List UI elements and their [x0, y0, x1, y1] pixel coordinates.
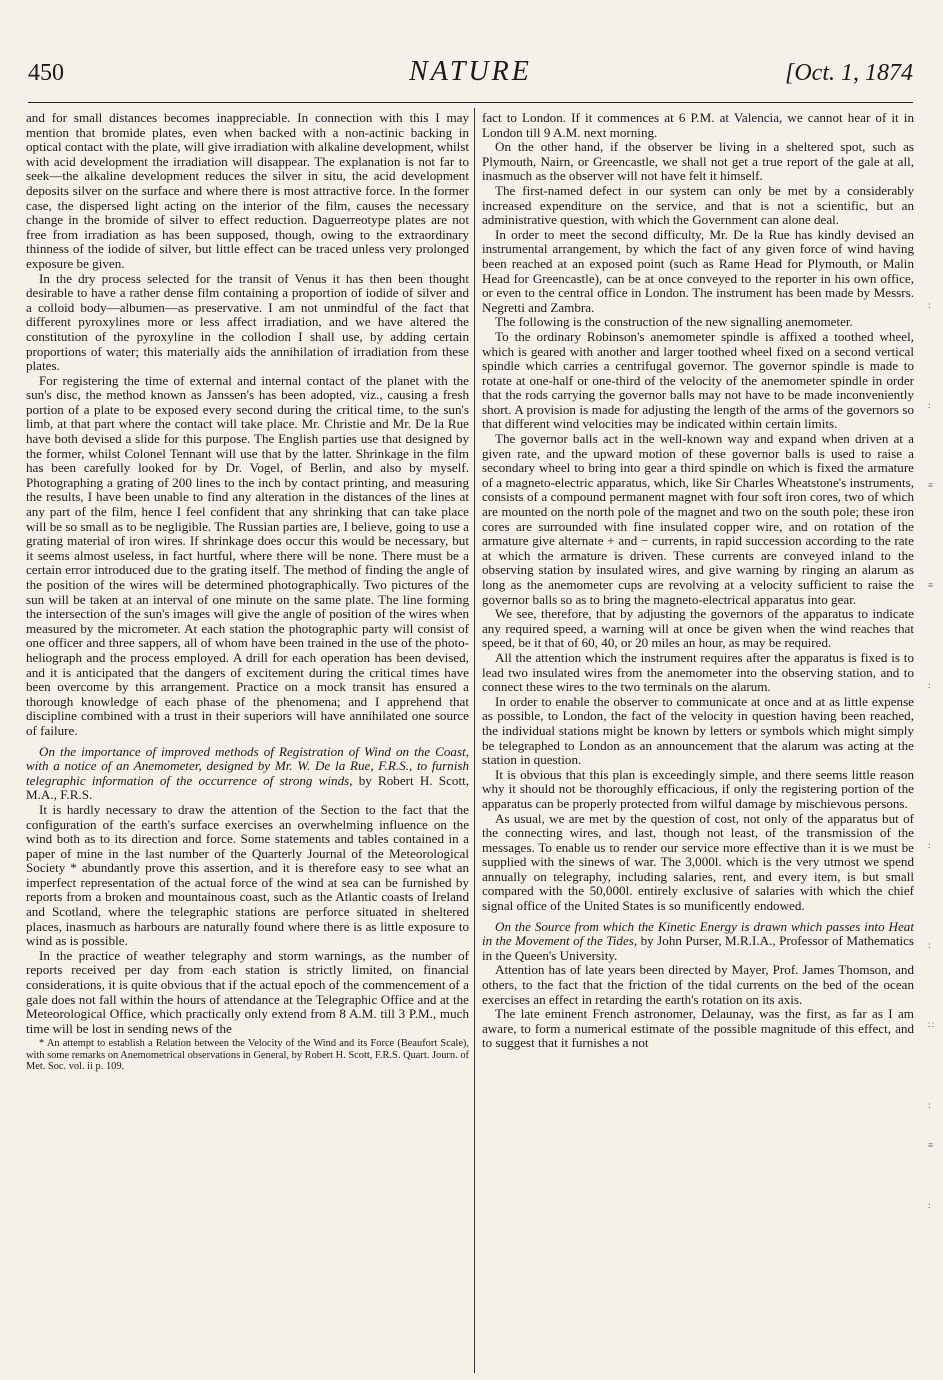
section-title-text: On the Source from which the Kinetic Energy is drawn which passes into Heat in the Movement of the Tides,: [482, 918, 914, 949]
section-title-text: On the importance of improved methods of Registration of Wind on the Coast, with a notice of an Anemometer, designed by Mr. W. De la Rue, F.R.S., to furnish telegraphic information of the occurrence of strong winds,: [26, 743, 469, 788]
paragraph: The first-named defect in our system can only be met by a considerably increased expenditure on the service, and that is not a scientific, but an administrative question, with which the Government can alone deal.: [482, 182, 914, 228]
journal-title: NATURE: [409, 56, 532, 87]
paragraph: As usual, we are met by the question of cost, not only of the apparatus but of the connecting wires, and last, though not least, of the transmission of the messages. To enable us to render our service more effective than it is we must be supplied with the sinews of war. The 3,000l. which is the very utmost we spend annually on telegraphy, including salaries, rent, and every item, is but small compared with the 50,000l. entirely exclusive of salaries with which the chief signal office of the United States is so munificently endowed.: [482, 810, 914, 914]
paragraph: fact to London. If it commences at 6 P.M. at Valencia, we cannot hear of it in London till 9 A.M. next morning.: [482, 110, 914, 140]
paragraph: We see, therefore, that by adjusting the governors of the apparatus to indicate any required speed, a warning will at once be given when the wind reaches that speed, be it that of 60, 40, or 20 miles an hour, as may be required.: [482, 606, 914, 651]
right-column: [482, 111, 914, 1051]
paragraph: All the attention which the instrument requires after the apparatus is fixed is to lead two insulated wires from the anemometer into the observing station, and to connect these wires to the two terminals on the alarum.: [482, 649, 914, 695]
paragraph: In order to meet the second difficulty, Mr. De la Rue has kindly devised an instrumental arrangement, by which the fact of any given force of wind having been reached at an exposed point (such as Rame Head for Plymouth, or Malin Head for Greencastle), can be at once conveyed to the reporter in his own office, or even to the central office in London. The instrument has been made by Messrs. Negretti and Zambra.: [482, 226, 914, 315]
paragraph: The late eminent French astronomer, Delaunay, was the first, as far as I am aware, to form a numerical estimate of the possible magnitude of this effect, and to suggest that it furnishes a not: [482, 1006, 914, 1051]
running-header: [28, 56, 913, 100]
paragraph: The following is the construction of the new signalling anemometer.: [495, 314, 853, 330]
paragraph: On the other hand, if the observer be living in a sheltered spot, such as Plymouth, Nairn, or Greencastle, we shall not get a true report of the gale at all, inasmuch as the observer will not have felt it himself.: [482, 139, 914, 184]
paragraph: and for small distances becomes inappreciable. In connection with this I may mention that bromide plates, even when backed with a non-actinic backing in optical contact with the plate, will give irradiation with alkaline development, whilst with acid development the irradiation will disappear. The explanation is not far to seek—the alkaline development reduces the silver in situ, the acid development deposits silver on the surface and where there is most attractive force. In the former case, the dispersed light acting on the interior of the film, causes the necessary change in the bromide of silver to effect reduction. Daguerreotype plates are not free from irradiation as has been supposed, though, owing to the extraordinary thinness of the iodide of silver, but little effect can be traced unless very prolonged exposure be given.: [26, 110, 469, 271]
paragraph: It is hardly necessary to draw the attention of the Section to the fact that the configuration of the earth's surface exercises an overwhelming influence on the wind both as to its direction and force. Some statements and tables contained in a paper of mine in the last number of the Quarterly Journal of the Meteorological Society * abundantly prove this assertion, and it is therefore easy to see what an imperfect representation of the actual force of the wind at sea can be furnished by reports from a broken and mountainous coast, such as the Atlantic coasts of Ireland and Scotland, where the telegraphic stations are perforce situated in sheltered places, inasmuch as harbours are naturally found where there is as little exposure to wind as is possible.: [26, 801, 469, 949]
section-title: [482, 920, 914, 964]
paragraph: Attention has of late years been directed by Mayer, Prof. James Thomson, and others, to the fact that the friction of the tidal currents on the bed of the ocean exercises an effect in retarding the earth's rotation on its axis.: [482, 962, 914, 1007]
section-byline: by John Purser, M.R.I.A., Professor of Mathematics in the Queen's University.: [482, 933, 915, 963]
column-divider: [474, 108, 475, 1373]
section-title: [26, 745, 469, 803]
header-rule: [28, 102, 913, 103]
paragraph: In the dry process selected for the transit of Venus it has then been thought desirable to have a rather dense film containing a proportion of iodide of silver and a colloid body—albumen—as preservative. I am not unmindful of the fact that different pyroxylines more or less affect irradiation, and we have altered the constitution of the pyroxyline in the collodion I shall use, by adding certain proportions of water; this materially aids the annihilation of irradiation from these plates.: [26, 270, 469, 374]
page-number: 450: [28, 60, 64, 86]
paragraph: To the ordinary Robinson's anemometer spindle is affixed a toothed wheel, which is geared with another and larger toothed wheel fixed on a second vertical spindle which carries a centrifugal governor. The governor spindle is made to rotate at one-half or one-third of the velocity of the anemometer spindle in order that the rods carrying the governor balls may not have to be made inconveniently short. A provision is made for adjusting the length of the arms of the governors so that different wind velocities may be indicated within certain limits.: [482, 328, 914, 432]
footnote: * An attempt to establish a Relation between the Velocity of the Wind and its Force (Beaufort Scale), with some remarks on Anemometrical observations in General, by Robert H. Scott, F.R.S. Quart. Journ. of Met. Soc. vol. ii p. 109.: [26, 1038, 469, 1073]
paragraph: In order to enable the observer to communicate at once and at as little expense as possible, to London, the fact of the velocity in question having been reached, the individual stations might be known by letters or symbols which might simply be telegraphed to London as an announcement that the alarum was acting at the station in question.: [482, 693, 914, 768]
margin-artifacts: : : ≡ ≡ : : : ∷ : ≡ :: [928, 300, 934, 1210]
section-byline: by Robert H. Scott, M.A., F.R.S.: [26, 772, 469, 803]
paragraph: It is obvious that this plan is exceedingly simple, and there seems little reason why it should not be thoroughly efficacious, if only the registering portion of the apparatus can be properly protected from wilful damage by mischievous persons.: [482, 766, 914, 811]
paragraph: The governor balls act in the well-known way and expand when driven at a given rate, and the upward motion of these governor balls is used to raise a secondary wheel to bring into gear a third spindle on which is fixed the armature of a magneto-electric apparatus, which, like Sir Charles Wheatstone's instruments, consists of a compound permanent magnet with four soft iron cores, two of which are mounted on the north pole of the magnet and two on the south pole; these iron cores are surrounded with fine insulated copper wire, and on rotation of the armature give alternate + and − currents, in rapid succession according to the rate at which the armature is driven. These currents are conveyed inland to the observing station by insulated wires, and give warning by ringing an alarum as long as the anemometer cups are revolving at a velocity sufficient to raise the governor balls so as to bring the magneto-electrical apparatus into gear.: [482, 431, 914, 607]
left-column: [26, 111, 469, 1073]
paragraph: For registering the time of external and internal contact of the planet with the sun's disc, the method known as Janssen's has been adopted, viz., causing a fresh portion of a plate to be exposed every second during the critical time, to the sun's limb, at that part where the contact will take place. Mr. Christie and Mr. De la Rue have both devised a slide for this purpose. The English parties use that designed by the former, whilst Colonel Tennant will use that by the latter. Shrinkage in the film has been carefully looked for by Dr. Vogel, of Berlin, and also by myself. Photographing a grating of 200 lines to the inch by contact printing, and measuring the results, I have been unable to find any alteration in the distances of the lines at any part of the film, hence I feel confident that any shrinking that can take place will be so small as to be negligible. The Russian parties are, I believe, going to use a grating material of iron wires. If shrinkage does occur this would be necessary, but it seems almost useless, in fact hurtful, where there will be none. There must be a certain error introduced due to the grating itself. The method of finding the angle of the position of the wires will be determined photographically. Two pictures of the sun will be taken at an interval of one minute on the same plate. The line forming the intersection of the sun's images will give the angle of position of the wires when measured by the micrometer. At each station the photographic party will consist of one officer and three sappers, all of whom have been trained in the use of the photo-heliograph and the process employed. A drill for each operation has been devised, and it is anticipated that the dangers of excitement during the critical times have been overcome by this arrangement. Practice on a mock transit has ensured a thorough knowledge of each phase of the phenomena; and I apprehend that discipline combined with a trust in their superiors will have annihilated one source of failure.: [26, 372, 469, 738]
issue-date: [Oct. 1, 1874: [785, 60, 913, 86]
paragraph: In the practice of weather telegraphy and storm warnings, as the number of reports received per day from each station is strictly limited, on financial considerations, it is quite obvious that if the actual epoch of the commencement of a gale does not fall within the hours of attendance at the Telegraphic Office and at the Meteorological Office, which practically only extend from 8 A.M. till 3 P.M., much time will be lost in sending news of the: [26, 947, 469, 1036]
